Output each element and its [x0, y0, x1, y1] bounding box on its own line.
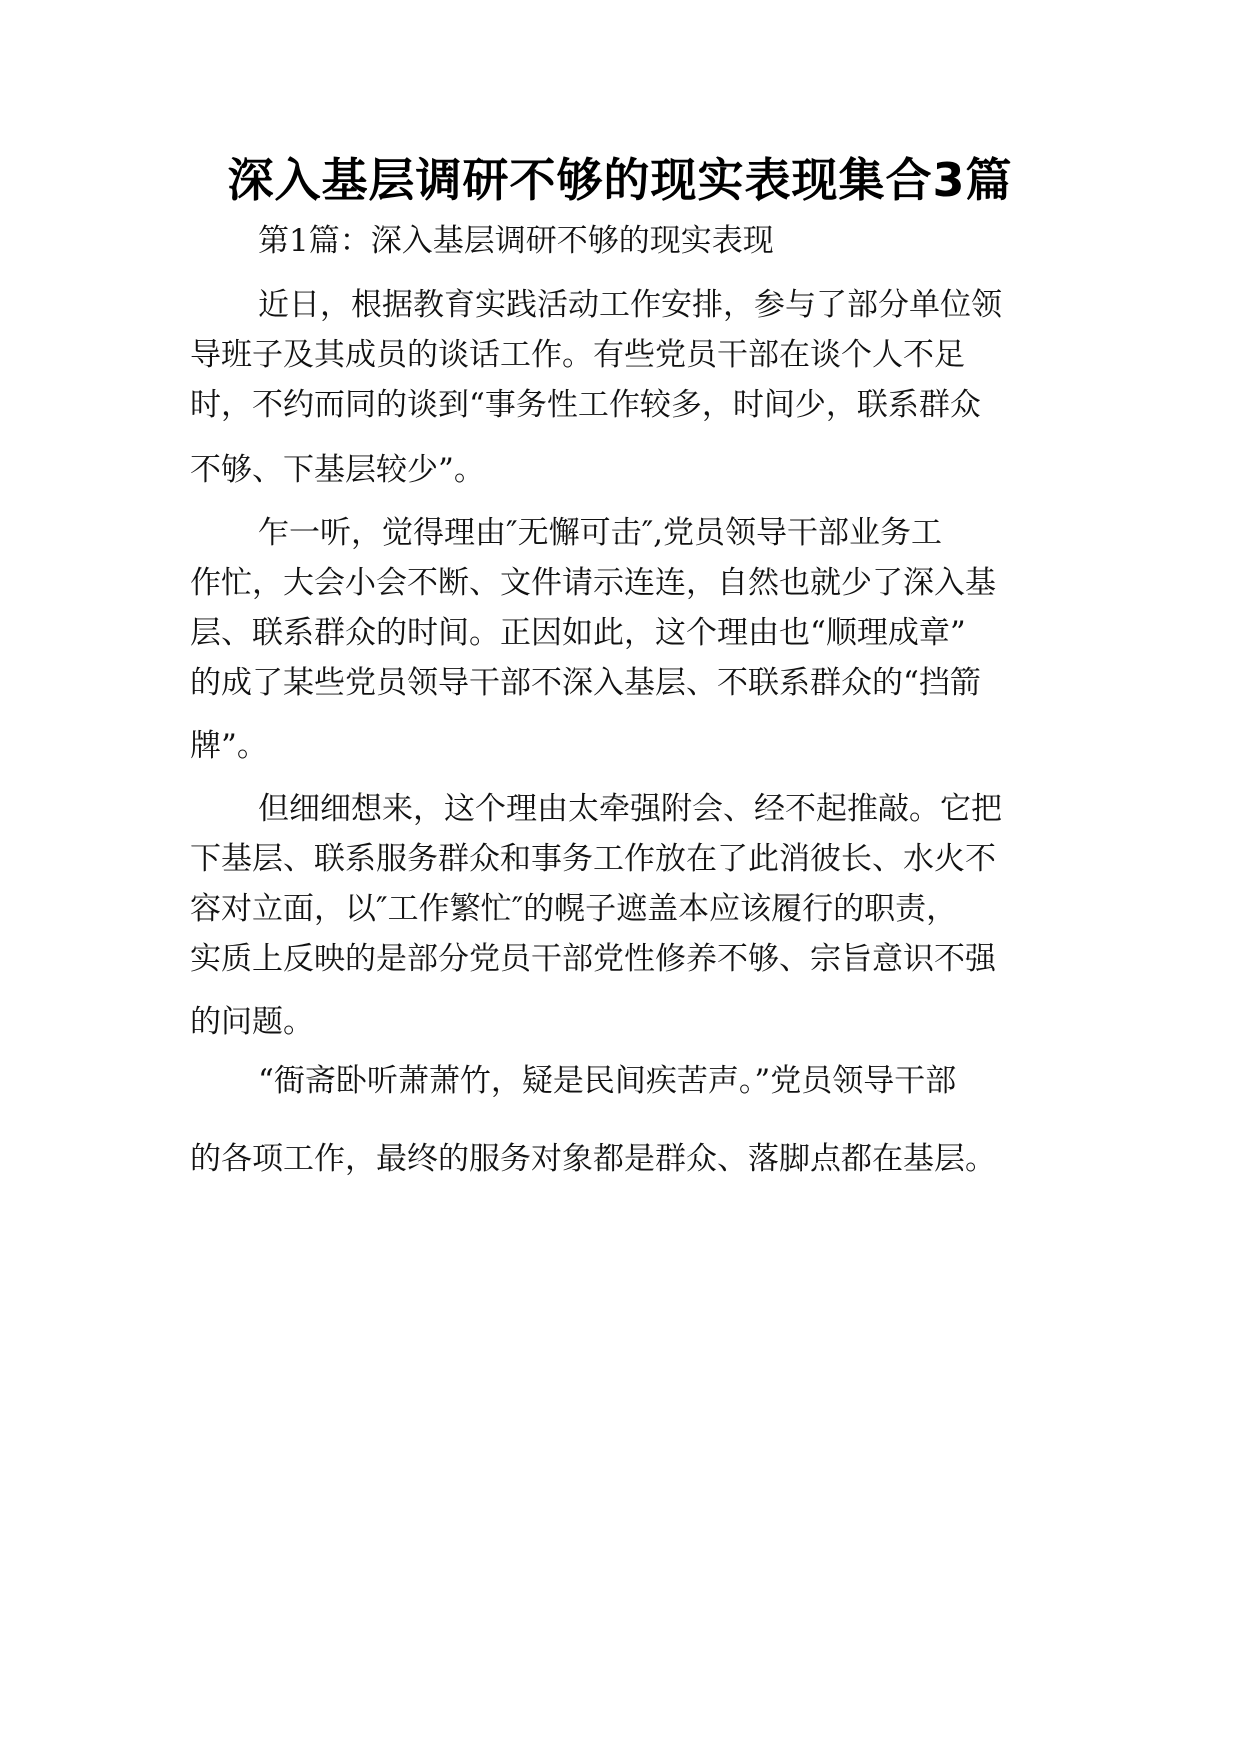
text-line-4: 不够、下基层较少”。 — [190, 452, 485, 488]
text-line-11: 下基层、联系服务群众和事务工作放在了此消彼长、水火不 — [190, 841, 996, 877]
section-heading: 第1篇：深入基层调研不够的现实表现 — [258, 223, 774, 259]
text-line-16: 的各项工作，最终的服务对象都是群众、落脚点都在基层。 — [190, 1141, 996, 1177]
document-title: 深入基层调研不够的现实表现集合3篇 — [227, 153, 1013, 207]
text-line-13: 实质上反映的是部分党员干部党性修养不够、宗旨意识不强 — [190, 941, 996, 977]
text-line-5: 乍一听，觉得理由″无懈可击″,党员领导干部业务工 — [258, 515, 943, 551]
text-line-12: 容对立面，以″工作繁忙″的幌子遮盖本应该履行的职责， — [190, 891, 958, 927]
text-line-10: 但细细想来，这个理由太牵强附会、经不起推敲。它把 — [258, 791, 1002, 827]
text-line-3: 时，不约而同的谈到“事务性工作较多，时间少，联系群众 — [190, 387, 981, 423]
text-line-9: 牌”。 — [190, 728, 268, 764]
text-line-1: 近日，根据教育实践活动工作安排，参与了部分单位领 — [258, 287, 1002, 323]
text-line-2: 导班子及其成员的谈话工作。有些党员干部在谈个人不足 — [190, 337, 965, 373]
text-line-8: 的成了某些党员领导干部不深入基层、不联系群众的“挡箭 — [190, 665, 981, 701]
text-line-6: 作忙，大会小会不断、文件请示连连，自然也就少了深入基 — [190, 565, 996, 601]
text-line-14: 的问题。 — [190, 1004, 314, 1040]
text-line-7: 层、联系群众的时间。正因如此，这个理由也“顺理成章” — [190, 615, 966, 651]
text-line-15: “衙斋卧听萧萧竹，疑是民间疾苦声。”党员领导干部 — [258, 1063, 957, 1099]
